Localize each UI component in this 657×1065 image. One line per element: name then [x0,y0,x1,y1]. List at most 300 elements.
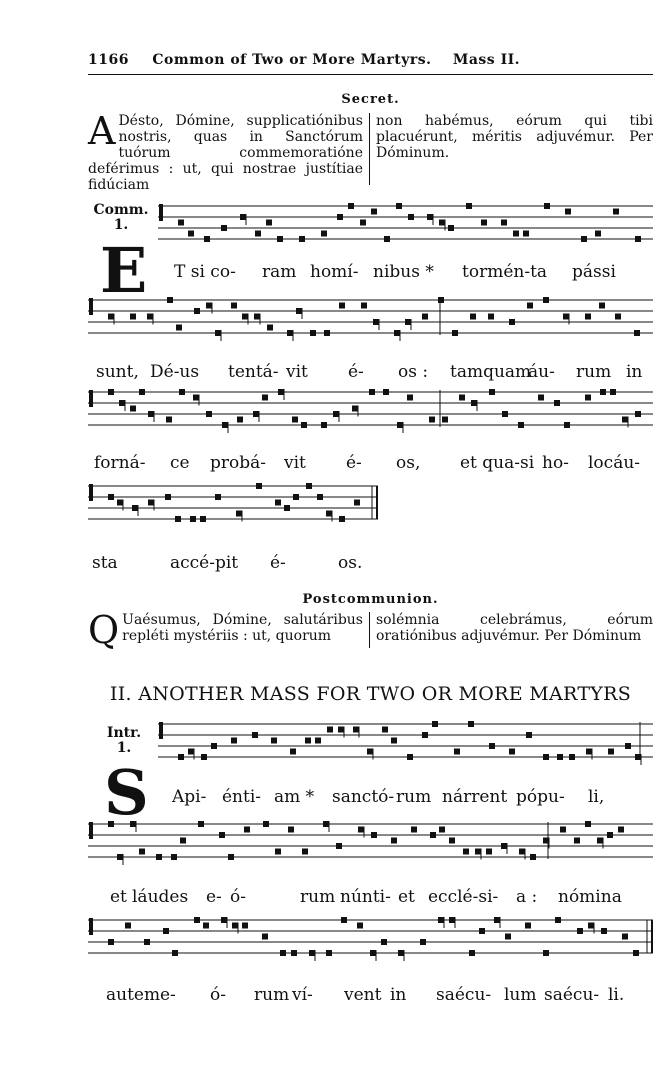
neume [296,308,302,314]
neume [469,950,475,956]
lyric-syllable: forná- [94,453,146,473]
lyric-syllable: rum [396,787,432,807]
neume [613,209,619,215]
neume [543,950,549,956]
neume [608,749,614,755]
neume [574,838,580,844]
neume [501,843,507,849]
neume [585,821,591,827]
introit-label-text: Intr. [106,725,142,741]
neume [383,389,389,395]
neume [190,516,196,522]
lyric-syllable: ví- [292,985,313,1005]
lyric-syllable: tentá- [228,362,279,382]
neume [277,236,283,242]
neume [438,917,444,923]
lyric-syllable: vent [344,985,382,1005]
neume [237,417,243,423]
lyric-syllable: saécu- [436,985,492,1005]
lyric-syllable: rum [576,362,612,382]
neume [519,849,525,855]
neume [405,319,411,325]
neume [321,231,327,237]
neume [563,314,569,320]
running-title: Common of Two or More Martyrs. [152,52,432,68]
lyric-syllable: e- [206,887,222,907]
secret-col2: non habémus, eórum qui tibi placuérunt, méritis adjuvémur. Per Dóminum. [376,113,653,161]
neume [430,832,436,838]
neume [167,297,173,303]
communion-initial: E [100,234,148,307]
neume [585,395,591,401]
lyric-line [88,787,653,809]
neume [509,319,515,325]
neume [494,917,500,923]
neume [252,732,258,738]
neume [586,749,592,755]
neume [323,821,329,827]
neume [371,209,377,215]
page-number: 1166 [88,52,129,68]
neume [459,395,465,401]
neume [232,923,238,929]
neume [475,849,481,855]
neume [544,203,550,209]
lyric-syllable: vit [286,362,308,382]
clef-sign [89,298,93,315]
neume [299,236,305,242]
neume [178,754,184,760]
neume [132,505,138,511]
neume [219,832,225,838]
lyric-syllable: nómina [558,887,622,907]
neume [618,827,624,833]
neume [148,411,154,417]
neume [370,950,376,956]
neume [130,406,136,412]
neume [139,849,145,855]
neume [466,203,472,209]
neume [557,754,563,760]
secret-initial: A [88,109,116,153]
neume [633,950,639,956]
neume [256,483,262,489]
lyric-syllable: sanctó- [332,787,395,807]
neume [222,422,228,428]
neume [352,406,358,412]
neume [267,325,273,331]
neume [108,494,114,500]
secret-caption: Secret. [341,92,400,107]
introit-mode: 1. [116,740,132,756]
neume [271,738,277,744]
lyric-syllable: li, [588,787,605,807]
neume [468,721,474,727]
neume [221,917,227,923]
neume [291,950,297,956]
clef-sign [89,390,93,407]
lyric-syllable: énti- [222,787,262,807]
lyric-syllable: a : [516,887,538,907]
neume [310,330,316,336]
neume [463,849,469,855]
neume [204,236,210,242]
lyric-syllable: é- [270,553,286,573]
neume [231,303,237,309]
neume [381,939,387,945]
neume [176,325,182,331]
neume [449,917,455,923]
lyric-syllable: ram [262,262,297,282]
neume [242,923,248,929]
lyric-syllable: et [398,887,415,907]
lyric-syllable: nárrent [442,787,508,807]
lyric-syllable: tormén-ta [462,262,548,282]
neume [301,422,307,428]
lyric-syllable: pássi [572,262,616,282]
neume [348,203,354,209]
mass-label: Mass II. [452,52,521,68]
neume [371,832,377,838]
neume [452,330,458,336]
neume [369,389,375,395]
neume [422,314,428,320]
neume [622,417,628,423]
lyric-syllable: am * [274,787,315,807]
neume [339,303,345,309]
neume [585,314,591,320]
neume [439,827,445,833]
neume [284,505,290,511]
neume [384,236,390,242]
neume [125,923,131,929]
secret-col1-text: Désto, Dómine, supplicatiónibus nostris, quas in Sanctórum tuórum commemoratióne deférimus : ut, qui nostrae justítiae fidúciam [88,113,363,193]
neume [488,314,494,320]
neume [527,303,533,309]
neume [341,917,347,923]
neume [396,203,402,209]
lyric-line [88,262,653,284]
lyric-syllable: tamquam [450,362,532,382]
neume [622,934,628,940]
neume [420,939,426,945]
neume [560,827,566,833]
neume [266,220,272,226]
neume [407,395,413,401]
neume [597,838,603,844]
neume [240,214,246,220]
neume [171,854,177,860]
neume [635,236,641,242]
neume [601,928,607,934]
neume [411,827,417,833]
neume [175,516,181,522]
lyric-syllable: ó- [210,985,226,1005]
neume [194,308,200,314]
lyric-syllable: ce [170,453,190,473]
neume [489,389,495,395]
clef-sign [89,822,93,839]
neume [315,738,321,744]
neume [382,727,388,733]
neume [211,743,217,749]
neume [280,950,286,956]
neume [486,849,492,855]
neume [422,732,428,738]
neume [353,727,359,733]
neume [262,934,268,940]
lyric-syllable: os : [398,362,429,382]
lyric-syllable: é- [348,362,364,382]
neume [454,749,460,755]
neume [317,494,323,500]
postcommunion-col1-text: Uaésumus, Dómine, salutáribus repléti mystériis : ut, quorum [122,612,363,644]
clef-sign [159,722,163,739]
neume [119,400,125,406]
mass-title: II. ANOTHER MASS FOR TWO OR MORE MARTYRS [109,683,632,705]
neume [302,849,308,855]
neume [538,395,544,401]
neume [470,314,476,320]
neume [615,314,621,320]
neume [198,821,204,827]
neume [231,738,237,744]
lyric-syllable: saécu- [544,985,600,1005]
neume [367,749,373,755]
neume [263,821,269,827]
neume [439,220,445,226]
neume [513,231,519,237]
neume [373,319,379,325]
neume [555,917,561,923]
neume [577,928,583,934]
neume [432,721,438,727]
neume [361,303,367,309]
postcommunion-col2: solémnia celebrámus, eórum oratiónibus adjuvémur. Per Dóminum [376,612,653,644]
neume [244,827,250,833]
neume [188,231,194,237]
neume [290,749,296,755]
neume [166,417,172,423]
neume [481,220,487,226]
lyric-syllable: ó- [230,887,246,907]
neume [309,950,315,956]
neume [221,225,227,231]
neume [505,934,511,940]
neume [188,749,194,755]
neume [595,231,601,237]
lyric-line [88,553,653,575]
neume [333,411,339,417]
neume [179,389,185,395]
neume [108,314,114,320]
neume [288,827,294,833]
lyric-syllable: áu- [528,362,555,382]
neume [108,389,114,395]
neume [165,494,171,500]
neume [501,220,507,226]
lyric-syllable: Dé-us [150,362,200,382]
lyric-syllable: accé-pit [170,553,239,573]
neume [139,389,145,395]
neume [391,838,397,844]
neume [324,330,330,336]
lyric-syllable: nibus * [373,262,434,282]
clef-sign [159,204,163,221]
neume [489,743,495,749]
postcommunion-col1 [88,608,370,652]
clef-sign [89,918,93,935]
neume [581,236,587,242]
lyric-line [88,887,653,909]
neume [398,950,404,956]
neume [242,314,248,320]
lyric-syllable: ho- [542,453,569,473]
neume [554,400,560,406]
neume [178,220,184,226]
neume [321,422,327,428]
neume [427,214,433,220]
neume [254,314,260,320]
neume [338,727,344,733]
neume [215,330,221,336]
neume [255,231,261,237]
lyric-line [88,453,653,475]
lyric-syllable: sunt, [96,362,139,382]
neume [339,516,345,522]
neume [326,511,332,517]
lyric-syllable: os. [338,553,363,573]
neume [163,928,169,934]
neume [407,754,413,760]
neume [117,500,123,506]
neume [148,500,154,506]
lyric-syllable: sta [92,553,118,573]
introit-initial: S [104,756,149,829]
lyric-syllable: pópu- [516,787,565,807]
lyric-syllable: Api- [172,787,207,807]
neume [635,411,641,417]
lyric-syllable: e- [160,985,176,1005]
lyric-syllable: locáu- [588,453,641,473]
lyric-syllable: et [110,887,127,907]
neume [634,330,640,336]
neume [502,411,508,417]
neume [543,297,549,303]
neume [391,738,397,744]
postcommunion-initial: Q [88,608,120,652]
neume [206,303,212,309]
neume [599,303,605,309]
neume [287,330,293,336]
communion-mode: 1. [113,217,129,233]
neume [526,732,532,738]
neume [357,923,363,929]
neume [610,389,616,395]
neume [236,511,242,517]
neume [275,849,281,855]
lyric-syllable: et qua-si [460,453,535,473]
neume [117,854,123,860]
neume [228,854,234,860]
neume [275,500,281,506]
lyric-syllable: núnti- [340,887,391,907]
neume [397,422,403,428]
neume [518,422,524,428]
clef-sign [89,484,93,501]
neume [108,939,114,945]
lyric-syllable: li. [608,985,625,1005]
neume [625,743,631,749]
lyric-line [88,362,653,384]
lyric-syllable: homí- [310,262,359,282]
lyric-syllable: T si co- [174,262,236,282]
neume [206,411,212,417]
lyric-syllable: láudes [132,887,189,907]
neume [569,754,575,760]
neume [292,417,298,423]
lyric-syllable: probá- [210,453,267,473]
lyric-syllable: in [626,362,643,382]
neume [305,738,311,744]
neume [543,754,549,760]
neume [394,330,400,336]
neume [360,220,366,226]
lyric-syllable: vit [284,453,306,473]
lyric-syllable: ecclé-si- [428,887,499,907]
neume [172,950,178,956]
lyric-line [88,985,653,1007]
neume [144,939,150,945]
neume [327,727,333,733]
lyric-syllable: rum [300,887,336,907]
lyric-syllable: autem [106,985,161,1005]
lyric-syllable: os, [396,453,421,473]
neume [156,854,162,860]
neume [262,395,268,401]
neume [306,483,312,489]
neume [278,389,284,395]
lyric-syllable: rum [254,985,290,1005]
postcommunion-caption: Postcommunion. [302,592,439,607]
neume [530,854,536,860]
neume [336,843,342,849]
introit-label [96,726,152,756]
communion-label-text: Comm. [93,202,149,218]
neume [523,231,529,237]
lyric-syllable: in [390,985,407,1005]
neume [588,923,594,929]
neume [147,314,153,320]
lyric-syllable: lum [504,985,537,1005]
neume [429,417,435,423]
lyric-syllable: é- [346,453,362,473]
neume [607,832,613,838]
postcommunion-text [88,608,653,652]
neume [326,950,332,956]
neume [449,838,455,844]
neume [448,225,454,231]
neume [193,395,199,401]
neume [354,500,360,506]
neume [130,314,136,320]
neume [600,389,606,395]
neume [471,400,477,406]
neume [337,214,343,220]
neume [479,928,485,934]
neume [438,297,444,303]
neume [253,411,259,417]
